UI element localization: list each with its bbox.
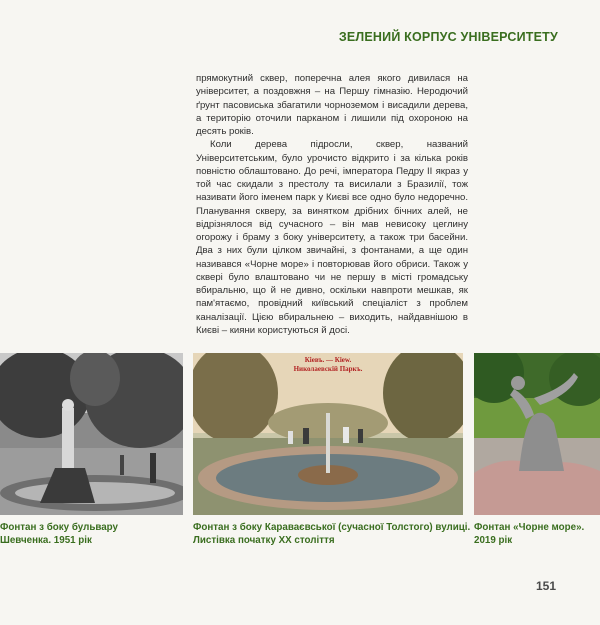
paragraph-1: прямокутний сквер, поперечна алея якого дивилася на університет, а поздовжня – на Першу гімназію. Неродючий ґрунт пасовиська збагатили чорноземом і висадили дерева, а територію оточили парканом і лишили під охороною на десять років. [196,73,468,137]
caption-right-line-1: Фонтан «Чорне море». [474,522,585,533]
caption-left-line-2: Шевченка. 1951 рік [0,535,92,546]
caption-center-line-1: Фонтан з боку Караваєвської (сучасної Толстого) вулиці. [193,522,471,533]
caption-right [474,521,600,547]
postcard-inscription-2: Николаевскiй Паркъ. [293,365,363,373]
paragraph-2: Коли дерева підросли, сквер, названий Університетським, було урочисто відкрито і за кілька років повністю облаштовано. До речі, імператора Педру II якраз у той час скидали з престолу та висилали з Бразилії, тож називати його іменем парк у Києві все одно було недоречно. Планування скверу, за винятком дрібних бічних алей, не відрізнялося від сучасного – він мав невисоку цеглину огорожу і браму з боку університету, а також три басейни. Два з них були цілком звичайні, з фонтанами, а ще один називався «Чорне море» і повторював його обриси. Також у сквері було влаштовано чи не першу в місті громадську вбиральню, що й не дивно, оскільки навпроти мешкав, як пам'ятаємо, провідний київський спеціаліст з проблем каналізації. Цією вбиральнею – виходить, найдавнішою в Києві – кияни користуються й досі. [196,139,468,336]
photo-black-sea-fountain-2019 [474,353,600,515]
postcard-fountain-image [193,353,463,515]
postcard-inscription-1: Кіевъ. — Кiew. [304,356,352,364]
page-number: 151 [535,579,556,593]
caption-right-line-2: 2019 рік [474,535,513,546]
caption-center [193,521,473,547]
caption-left [0,521,183,547]
photo-postcard-nicholas-park [193,353,463,515]
bw-fountain-image [0,353,183,515]
photo-boulevard-fountain-1951 [0,353,183,515]
body-text [196,72,468,337]
caption-center-line-2: Листівка початку ХХ століття [193,535,335,546]
caption-left-line-1: Фонтан з боку бульвару [0,522,118,533]
running-header: ЗЕЛЕНИЙ КОРПУС УНІВЕРСИТЕТУ [338,30,558,44]
color-fountain-image [474,353,600,515]
